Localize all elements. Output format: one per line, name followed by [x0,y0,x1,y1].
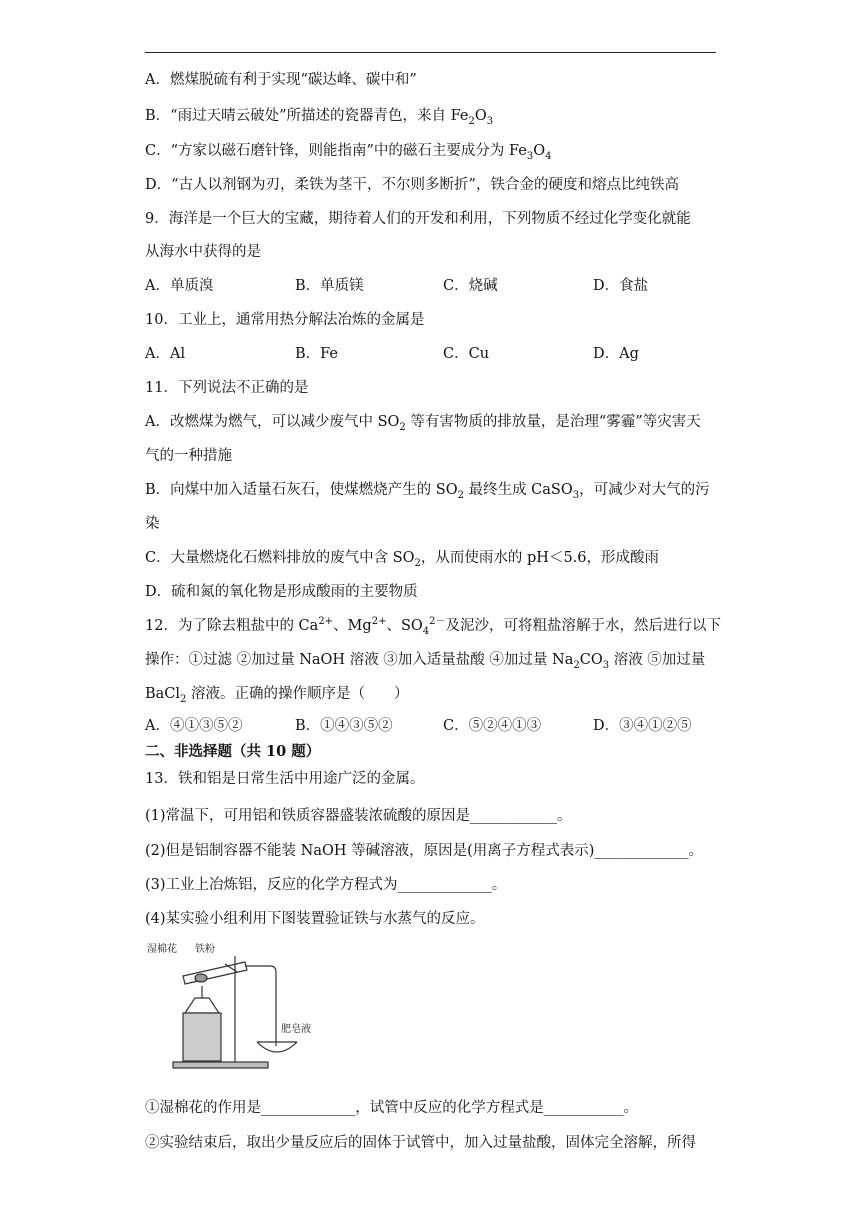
q9-option-d: D．食盐 [593,278,649,294]
q11-option-a-line1: A．改燃煤为燃气，可以减少废气中 $SO_2$ 等有害物质的排放量，是治理“雾霾”等灾害天 [145,414,701,433]
q9-stem-line1: 9．海洋是一个巨大的宝藏，期待着人们的开发和利用，下列物质不经过化学变化就能 [145,211,691,227]
apparatus-diagram [145,938,320,1073]
q10-stem: 10．工业上，通常用热分解法冶炼的金属是 [145,312,425,328]
q11-option-c: C．大量燃烧化石燃料排放的废气中含 $SO_2$，从而使雨水的 pH＜5.6，形成酸雨 [145,550,660,569]
header-rule [145,52,716,53]
q11-option-b-line1: B．向煤中加入适量石灰石，使煤燃烧产生的 $SO_2$ 最终生成 CaSO$_3$，可减少对大气的污 [145,482,710,501]
q8-option-c: C．“方家以磁石磨针锋，则能指南”中的磁石主要成分为 $Fe_3O_4$ [145,143,552,162]
q8-option-a: A．燃煤脱硫有利于实现“碳达峰、碳中和” [145,72,417,88]
q10-option-d: D．Ag [593,346,639,362]
label-soap-solution: 肥皂液 [281,1024,311,1035]
q12-option-d: D．③④①②⑤ [593,718,692,734]
section-heading: 二、非选择题（共 10 题） [145,743,321,760]
q12-stem-line2: 操作：①过滤 ②加过量 NaOH 溶液 ③加入适量盐酸 ④加过量 $Na_2CO_3$ 溶液 ⑤加过量 [145,652,706,671]
q12-option-a: A．④①③⑤② [145,718,243,734]
q11-stem: 11．下列说法不正确的是 [145,380,309,396]
q11-option-d: D．硫和氮的氧化物是形成酸雨的主要物质 [145,584,418,600]
q13-part1: (1)常温下，可用铝和铁质容器盛装浓硫酸的原因是____________。 [145,808,572,824]
q12-option-c: C．⑤②④①③ [443,718,542,734]
q13-stem: 13．铁和铝是日常生活中用途广泛的金属。 [145,771,425,787]
q12-stem-line3: BaCl$_2$ 溶液。正确的操作顺序是（ ） [145,686,409,705]
q13-part3: (3)工业上冶炼铝，反应的化学方程式为_____________。 [145,877,507,893]
q8-option-d: D．“古人以剂钢为刃，柔铁为茎干，不尔则多断折”，铁合金的硬度和熔点比纯铁高 [145,177,679,193]
q8-option-b: B．“雨过天晴云破处”所描述的瓷器青色，来自 $Fe_2O_3$ [145,108,494,127]
q13-part4: (4)某实验小组利用下图装置验证铁与水蒸气的反应。 [145,911,485,927]
q13-subpart2: ②实验结束后，取出少量反应后的固体于试管中，加入过量盐酸，固体完全溶解，所得 [145,1135,696,1151]
q12-stem-line1: 12．为了除去粗盐中的 $Ca^{2+}$、$Mg^{2+}$、$SO_4^{2-}$及泥沙，可将粗盐溶解于水，然后进行以下 [145,616,722,637]
q10-option-c: C．Cu [443,346,490,362]
q9-option-a: A．单质溴 [145,278,214,294]
q11-option-a-line2: 气的一种措施 [145,448,232,464]
q9-option-b: B．单质镁 [295,278,364,294]
q10-option-b: B．Fe [295,346,339,362]
q13-subpart1: ①湿棉花的作用是_____________，试管中反应的化学方程式是___________。 [145,1100,638,1116]
q10-option-a: A．Al [145,346,186,362]
label-wet-cotton: 湿棉花 [147,944,177,955]
apparatus-figure [145,938,320,1073]
q13-part2: (2)但是铝制容器不能装 NaOH 等碱溶液，原因是(用离子方程式表示)_____________。 [145,843,704,859]
q9-stem-line2: 从海水中获得的是 [145,244,261,260]
label-iron-powder: 铁粉 [195,944,215,955]
q9-option-c: C．烧碱 [443,278,498,294]
q12-option-b: B．①④③⑤② [295,718,393,734]
q11-option-b-line2: 染 [145,516,160,532]
